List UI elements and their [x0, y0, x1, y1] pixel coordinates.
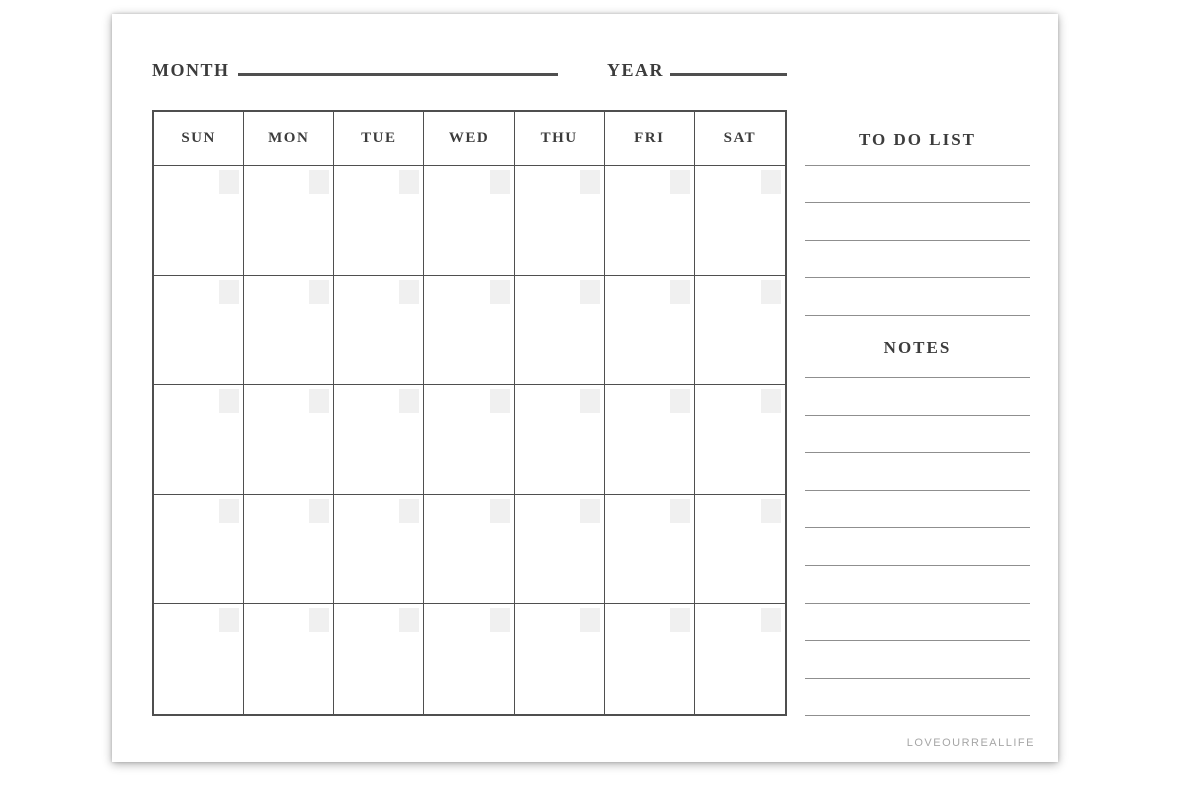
calendar-cell-r2c2	[244, 276, 334, 386]
calendar-cell-r3c6	[605, 385, 695, 495]
date-placeholder	[309, 608, 329, 632]
year-blank-line	[670, 73, 787, 76]
calendar-cell-r4c4	[424, 495, 514, 605]
calendar-cell-r3c5	[515, 385, 605, 495]
calendar-cell-r2c7	[695, 276, 785, 386]
notes-line	[805, 490, 1030, 491]
calendar-cell-r2c4	[424, 276, 514, 386]
date-placeholder	[761, 499, 781, 523]
date-placeholder	[219, 499, 239, 523]
notes-line	[805, 565, 1030, 566]
date-placeholder	[670, 499, 690, 523]
month-blank-line	[238, 73, 558, 76]
calendar-cell-r4c3	[334, 495, 424, 605]
date-placeholder	[309, 170, 329, 194]
notes-line	[805, 640, 1030, 641]
day-header-sat: SAT	[695, 112, 785, 166]
day-header-wed: WED	[424, 112, 514, 166]
calendar-cell-r1c5	[515, 166, 605, 276]
calendar-cell-r5c6	[605, 604, 695, 714]
date-placeholder	[580, 280, 600, 304]
date-placeholder	[490, 280, 510, 304]
calendar-grid	[152, 110, 787, 716]
calendar-cell-r3c3	[334, 385, 424, 495]
calendar-cell-r1c4	[424, 166, 514, 276]
date-placeholder	[580, 170, 600, 194]
calendar-cell-r5c5	[515, 604, 605, 714]
calendar-cell-r1c6	[605, 166, 695, 276]
date-placeholder	[670, 280, 690, 304]
notes-title: NOTES	[883, 338, 952, 357]
brand-watermark: LOVEOURREALLIFE	[906, 737, 1035, 749]
date-placeholder	[309, 389, 329, 413]
calendar-cell-r2c1	[154, 276, 244, 386]
notes-line	[805, 452, 1030, 453]
calendar-cell-r4c5	[515, 495, 605, 605]
calendar-cell-r3c2	[244, 385, 334, 495]
calendar-cell-r2c6	[605, 276, 695, 386]
todo-line	[805, 165, 1030, 166]
date-placeholder	[219, 389, 239, 413]
calendar-cell-r3c1	[154, 385, 244, 495]
date-placeholder	[580, 608, 600, 632]
date-placeholder	[490, 389, 510, 413]
calendar-cell-r1c7	[695, 166, 785, 276]
month-label: MONTH	[152, 60, 230, 80]
date-placeholder	[309, 280, 329, 304]
notes-line	[805, 415, 1030, 416]
date-placeholder	[490, 170, 510, 194]
notes-line	[805, 603, 1030, 604]
todo-title: TO DO LIST	[858, 130, 976, 149]
date-placeholder	[761, 170, 781, 194]
calendar-cell-r4c7	[695, 495, 785, 605]
day-header-thu: THU	[515, 112, 605, 166]
day-header-mon: MON	[244, 112, 334, 166]
date-placeholder	[219, 170, 239, 194]
calendar-cell-r5c2	[244, 604, 334, 714]
calendar-sheet	[112, 14, 1058, 762]
notes-line	[805, 715, 1030, 716]
year-label: YEAR	[607, 60, 665, 80]
todo-line	[805, 315, 1030, 316]
calendar-cell-r2c3	[334, 276, 424, 386]
day-header-tue: TUE	[334, 112, 424, 166]
date-placeholder	[761, 608, 781, 632]
calendar-cell-r3c7	[695, 385, 785, 495]
notes-line	[805, 377, 1030, 378]
date-placeholder	[309, 499, 329, 523]
calendar-cell-r4c1	[154, 495, 244, 605]
date-placeholder	[580, 389, 600, 413]
todo-line	[805, 202, 1030, 203]
date-placeholder	[219, 280, 239, 304]
date-placeholder	[490, 608, 510, 632]
calendar-cell-r1c3	[334, 166, 424, 276]
date-placeholder	[761, 389, 781, 413]
date-placeholder	[399, 389, 419, 413]
calendar-cell-r4c2	[244, 495, 334, 605]
date-placeholder	[670, 170, 690, 194]
notes-line	[805, 678, 1030, 679]
calendar-cell-r2c5	[515, 276, 605, 386]
calendar-cell-r1c2	[244, 166, 334, 276]
todo-line	[805, 240, 1030, 241]
todo-line	[805, 277, 1030, 278]
calendar-cell-r5c7	[695, 604, 785, 714]
date-placeholder	[490, 499, 510, 523]
calendar-cell-r5c4	[424, 604, 514, 714]
date-placeholder	[219, 608, 239, 632]
day-header-fri: FRI	[605, 112, 695, 166]
calendar-cell-r5c1	[154, 604, 244, 714]
notes-line	[805, 527, 1030, 528]
calendar-cell-r3c4	[424, 385, 514, 495]
date-placeholder	[399, 280, 419, 304]
calendar-cell-r4c6	[605, 495, 695, 605]
date-placeholder	[399, 170, 419, 194]
date-placeholder	[670, 608, 690, 632]
calendar-cell-r5c3	[334, 604, 424, 714]
date-placeholder	[399, 608, 419, 632]
date-placeholder	[761, 280, 781, 304]
date-placeholder	[399, 499, 419, 523]
calendar-cell-r1c1	[154, 166, 244, 276]
day-header-sun: SUN	[154, 112, 244, 166]
date-placeholder	[580, 499, 600, 523]
date-placeholder	[670, 389, 690, 413]
